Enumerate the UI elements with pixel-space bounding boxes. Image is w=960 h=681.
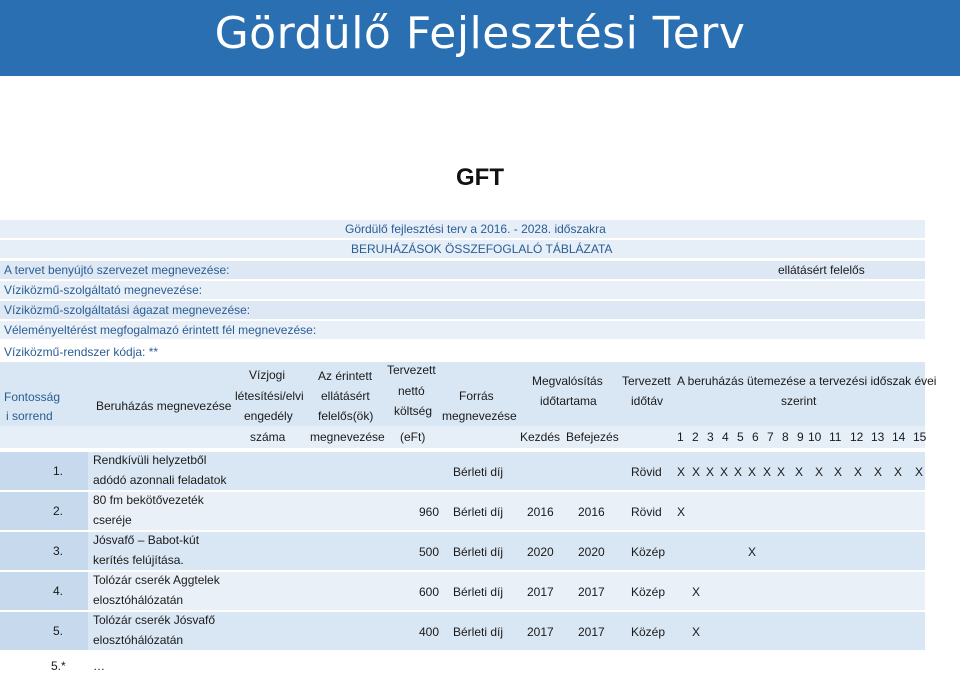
row-cost: 400 xyxy=(419,625,440,639)
row-schedule-mark: X xyxy=(677,505,686,519)
year-label: 2 xyxy=(692,430,699,444)
col-utem-2: szerint xyxy=(781,394,817,408)
row-schedule-mark: X xyxy=(795,465,804,479)
row-schedule-mark: X xyxy=(763,465,772,479)
year-label: 5 xyxy=(737,430,744,444)
col-vizjogi-4: száma xyxy=(250,430,286,444)
year-label: 9 xyxy=(797,430,804,444)
col-utem-1: A beruházás ütemezése a tervezési időszak évei xyxy=(677,374,937,388)
col-erintett-4: megnevezése xyxy=(310,430,385,444)
row-start: 2020 xyxy=(527,545,554,559)
row-schedule-mark: X xyxy=(777,465,786,479)
row-horizon: Közép xyxy=(631,545,666,559)
row-name-line-1: Tolózár cserék Jósvafő xyxy=(93,613,216,627)
year-label: 15 xyxy=(913,430,927,444)
row-start: 2017 xyxy=(527,585,554,599)
row-source: Bérleti díj xyxy=(453,585,504,599)
col-megval-2: időtartama xyxy=(540,394,597,408)
row-schedule-mark: X xyxy=(815,465,824,479)
col-erintett-2: ellátásért xyxy=(321,389,370,403)
field-label-3: Víziközmű-szolgáltatási ágazat megnevezése: xyxy=(4,303,251,317)
row-name-line-2: elosztóhálózatán xyxy=(93,633,184,647)
row-schedule-mark: X xyxy=(748,465,757,479)
row-number-cell xyxy=(0,532,88,570)
col-forras-1: Forrás xyxy=(459,389,494,403)
row-schedule-mark: X xyxy=(894,465,903,479)
field-label-2: Víziközmű-szolgáltató megnevezése: xyxy=(4,283,203,297)
row-schedule-mark: X xyxy=(692,585,701,599)
row-end: 2017 xyxy=(578,585,605,599)
col-fontossag-2: i sorrend xyxy=(6,409,53,423)
year-label: 14 xyxy=(892,430,906,444)
row-source: Bérleti díj xyxy=(453,545,504,559)
field-label-4: Véleményeltérést megfogalmazó érintett fél megnevezése: xyxy=(4,323,317,337)
col-tervezett-4: (eFt) xyxy=(400,430,426,444)
field-label-5: Víziközmű-rendszer kódja: ** xyxy=(4,345,159,359)
row-schedule-mark: X xyxy=(915,465,924,479)
col-beruhazas: Beruházás megnevezése xyxy=(96,399,232,413)
row-schedule-mark: X xyxy=(874,465,883,479)
row-name-line-1: Rendkívüli helyzetből xyxy=(93,453,207,467)
row-source: Bérleti díj xyxy=(453,505,504,519)
col-fontossag-1: Fontosság xyxy=(4,390,61,404)
row-number-cell xyxy=(0,572,88,610)
col-tervtav-1: Tervezett xyxy=(622,374,671,388)
row-schedule-mark: X xyxy=(834,465,843,479)
row-schedule-mark: X xyxy=(706,465,715,479)
year-label: 8 xyxy=(782,430,789,444)
col-megval-1: Megvalósítás xyxy=(532,374,603,388)
col-kezdes: Kezdés xyxy=(520,430,561,444)
col-tervezett-3: költség xyxy=(394,404,433,418)
row-start: 2017 xyxy=(527,625,554,639)
row-name-line-1: Jósvafő – Babot-kút xyxy=(93,533,200,547)
header-line-2: BERUHÁZÁSOK ÖSSZEFOGLALÓ TÁBLÁZATA xyxy=(351,242,613,256)
row-number-cell xyxy=(0,612,88,650)
last-row-name: … xyxy=(93,659,105,673)
row-number-cell xyxy=(0,452,88,490)
row-number: 2. xyxy=(53,504,64,518)
row-number: 5. xyxy=(53,624,64,638)
row-horizon: Közép xyxy=(631,625,666,639)
row-number-cell xyxy=(0,492,88,530)
row-start: 2016 xyxy=(527,505,554,519)
row-name-line-2: elosztóhálózatán xyxy=(93,593,184,607)
row-cost: 960 xyxy=(419,505,440,519)
page-subtitle: GFT xyxy=(456,164,504,191)
row-name-line-1: Tolózár cserék Aggtelek xyxy=(93,573,220,587)
row-schedule-mark: X xyxy=(734,465,743,479)
header-line-1: Gördülő fejlesztési terv a 2016. - 2028. időszakra xyxy=(345,222,606,236)
row-source: Bérleti díj xyxy=(453,465,504,479)
row-schedule-mark: X xyxy=(692,465,701,479)
page-title: Gördülő Fejlesztési Terv xyxy=(214,8,746,59)
row-number: 3. xyxy=(53,544,64,558)
col-vizjogi-2: létesítési/elvi xyxy=(235,389,304,403)
col-tervezett-2: nettó xyxy=(398,384,425,398)
year-label: 13 xyxy=(871,430,885,444)
row-end: 2020 xyxy=(578,545,605,559)
year-label: 1 xyxy=(677,430,684,444)
year-label: 12 xyxy=(850,430,864,444)
row-cost: 600 xyxy=(419,585,440,599)
col-vizjogi-1: Vízjogi xyxy=(249,368,286,382)
row-schedule-mark: X xyxy=(677,465,686,479)
row-source: Bérleti díj xyxy=(453,625,504,639)
row-horizon: Rövid xyxy=(631,505,662,519)
col-vizjogi-3: engedély xyxy=(244,409,293,423)
row-horizon: Közép xyxy=(631,585,666,599)
col-befejezes: Befejezés xyxy=(566,430,619,444)
year-label: 3 xyxy=(707,430,714,444)
year-label: 6 xyxy=(752,430,759,444)
row-number: 1. xyxy=(53,464,64,478)
year-label: 7 xyxy=(767,430,774,444)
col-tervezett-1: Tervezett xyxy=(387,363,436,377)
row-name-line-2: kerítés felújítása. xyxy=(93,553,184,567)
last-row-num: 5.* xyxy=(51,659,66,673)
right-note: ellátásért felelős xyxy=(778,263,865,277)
row-schedule-mark: X xyxy=(720,465,729,479)
row-name-line-1: 80 fm bekötővezeték xyxy=(93,493,204,507)
row-number: 4. xyxy=(53,584,64,598)
col-forras-2: megnevezése xyxy=(442,409,517,423)
row-schedule-mark: X xyxy=(748,545,757,559)
row-horizon: Rövid xyxy=(631,465,662,479)
col-erintett-3: felelős(ök) xyxy=(318,409,374,423)
row-end: 2016 xyxy=(578,505,605,519)
row-name-line-2: adódó azonnali feladatok xyxy=(93,473,227,487)
row-name-line-2: cseréje xyxy=(93,513,132,527)
year-label: 10 xyxy=(808,430,822,444)
col-erintett-1: Az érintett xyxy=(318,369,373,383)
row-schedule-mark: X xyxy=(854,465,863,479)
row-end: 2017 xyxy=(578,625,605,639)
year-label: 11 xyxy=(829,430,842,444)
row-schedule-mark: X xyxy=(692,625,701,639)
row-cost: 500 xyxy=(419,545,440,559)
year-label: 4 xyxy=(722,430,729,444)
col-tervtav-2: időtáv xyxy=(631,394,664,408)
field-label-1: A tervet benyújtó szervezet megnevezése: xyxy=(4,263,230,277)
